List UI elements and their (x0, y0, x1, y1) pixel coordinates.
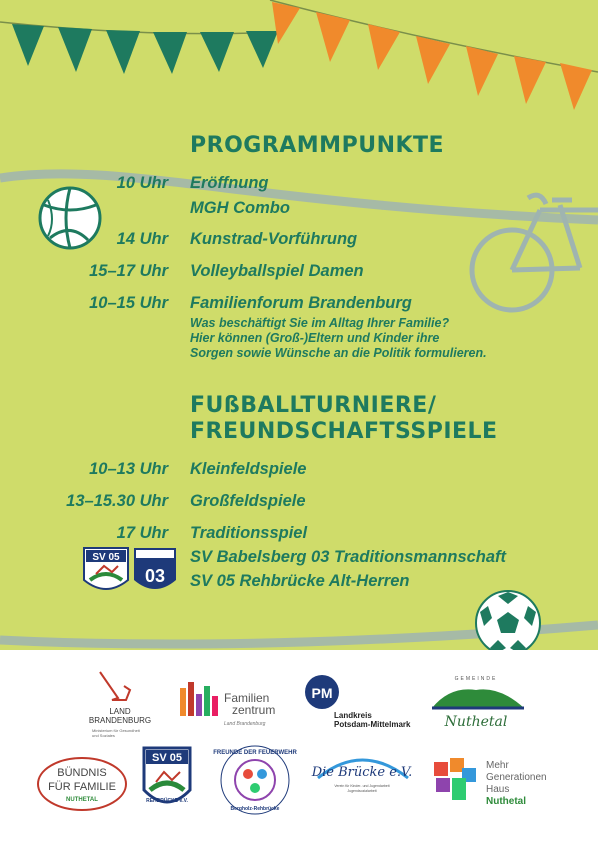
flag-orange (272, 2, 300, 44)
football-icon (476, 591, 540, 650)
programm-time: 15–17 Uhr (89, 262, 168, 280)
flag-orange (416, 36, 450, 84)
die-bruecke-logo (311, 760, 413, 793)
svg-text:LAND: LAND (109, 707, 131, 716)
flag-green (58, 27, 92, 72)
feuerwehr-logo (213, 746, 297, 814)
programm-event: Volleyballspiel Damen (190, 262, 364, 280)
landkreis-logo (305, 675, 411, 729)
gemeinde-nuthetal-logo (432, 676, 524, 730)
svg-text:Nuthetal: Nuthetal (486, 796, 526, 807)
flag-green (246, 31, 278, 68)
svg-text:Land Brandenburg: Land Brandenburg (224, 721, 266, 727)
svg-text:Nuthetal: Nuthetal (444, 714, 508, 730)
sponsor-strip (0, 650, 598, 843)
turnier-event: Traditionsspiel (190, 524, 308, 542)
turnier-heading-line1: FUßBALLTURNIERE/ (190, 393, 437, 418)
flag-orange (466, 46, 498, 96)
turnier-time: 17 Uhr (116, 524, 168, 542)
flag-green (106, 30, 140, 74)
forum-description-line: Was beschäftigt Sie im Alltag Ihrer Familie? (190, 316, 450, 330)
svg-text:Potsdam-Mittelmark: Potsdam-Mittelmark (334, 720, 411, 729)
buendnis-familie-logo (38, 758, 126, 810)
svg-text:Ministerium für Gesundheit: Ministerium für Gesundheit (92, 728, 140, 733)
svg-text:Jugendsozialarbeit: Jugendsozialarbeit (347, 789, 377, 793)
forum-description (190, 316, 487, 361)
flag-orange (368, 24, 400, 70)
turnier-event: SV 05 Rehbrücke Alt-Herren (190, 572, 410, 590)
turnier-time: 13–15.30 Uhr (66, 492, 168, 510)
mgh-nuthetal-logo (434, 756, 547, 807)
programm-time: 14 Uhr (116, 230, 168, 248)
babelsberg-badge-icon (134, 548, 176, 589)
sv05-logo (144, 748, 190, 804)
svg-text:Landkreis: Landkreis (334, 711, 372, 720)
turnier-event: Kleinfeldspiele (190, 460, 307, 478)
programm-event: MGH Combo (190, 199, 290, 217)
svg-text:und Soziales: und Soziales (92, 733, 115, 738)
svg-text:Haus: Haus (486, 784, 510, 795)
svg-text:Bergholz-Rehbrücke: Bergholz-Rehbrücke (230, 806, 280, 812)
svg-text:Verein für Kinder- und Jugenda: Verein für Kinder- und Jugendarbeit (334, 784, 390, 788)
svg-text:NUTHETAL: NUTHETAL (66, 797, 98, 803)
familienzentrum-logo (180, 682, 275, 727)
forum-description-line: Sorgen sowie Wünsche an die Politik formulieren. (190, 346, 487, 360)
programm-event: Kunstrad-Vorführung (190, 230, 358, 248)
flag-orange (514, 56, 546, 104)
flag-orange (560, 63, 592, 110)
programm-heading: PROGRAMMPUNKTE (190, 133, 445, 158)
svg-text:BRANDENBURG: BRANDENBURG (88, 716, 152, 725)
flag-green (12, 24, 44, 66)
turnier-time: 10–13 Uhr (89, 460, 168, 478)
turnier-heading-line2: FREUNDSCHAFTSSPIELE (190, 419, 498, 444)
svg-text:PM: PM (311, 685, 333, 701)
svg-text:REHBRÜCKE e.V.: REHBRÜCKE e.V. (146, 798, 188, 804)
svg-text:Die Brücke e.V.: Die Brücke e.V. (311, 765, 413, 780)
flag-orange (316, 12, 350, 62)
land-brandenburg-logo (89, 672, 151, 738)
svg-text:BÜNDNIS: BÜNDNIS (57, 767, 107, 779)
svg-text:03: 03 (144, 566, 166, 586)
svg-text:Generationen: Generationen (486, 772, 547, 783)
svg-text:GEMEINDE: GEMEINDE (454, 676, 498, 682)
sponsor-logos (0, 650, 598, 843)
sv05-badge-icon (84, 548, 128, 589)
programm-time: 10 Uhr (116, 174, 168, 192)
svg-text:zentrum: zentrum (232, 703, 276, 717)
programm-event: Familienforum Brandenburg (190, 294, 412, 312)
svg-text:FREUNDE DER FEUERWEHR: FREUNDE DER FEUERWEHR (213, 750, 297, 756)
svg-text:SV 05: SV 05 (152, 752, 182, 764)
programm-time: 10–15 Uhr (89, 294, 168, 312)
turnier-event: Großfeldspiele (190, 492, 306, 510)
forum-description-line: Hier können (Groß-)Eltern und Kinder ihre (190, 331, 440, 345)
flag-green (200, 32, 234, 72)
svg-text:Familien: Familien (224, 691, 270, 705)
sv05-badge-text: SV 05 (92, 552, 120, 563)
svg-text:FÜR FAMILIE: FÜR FAMILIE (48, 781, 116, 793)
programm-event: Eröffnung (190, 174, 269, 192)
svg-text:Mehr: Mehr (486, 760, 509, 771)
turnier-event: SV Babelsberg 03 Traditionsmannschaft (190, 548, 507, 566)
flag-green (153, 32, 187, 74)
